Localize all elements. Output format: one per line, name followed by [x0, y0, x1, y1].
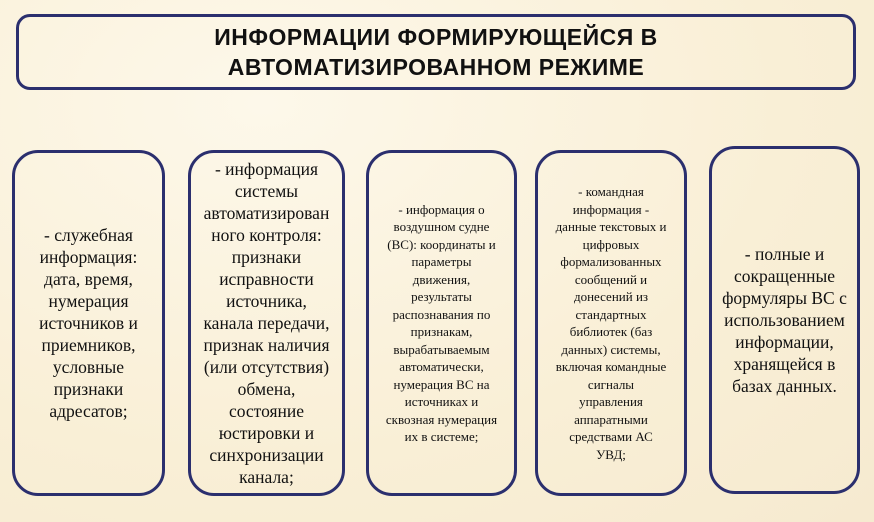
info-card-formulars [709, 146, 860, 494]
info-card-service [12, 150, 165, 496]
card-text-service: - служебная информация: дата, время, нумерация источников и приемников, условные признаки адресатов; [39, 225, 138, 421]
info-card-command [535, 150, 687, 496]
info-card-control-system [188, 150, 345, 496]
card-text-control-system: - информация системы автоматизирован ного контроля: признаки исправности источника, канала передачи, признак наличия (или отсутствия) обмена, состояние юстировки и синхронизации канала; [203, 159, 330, 487]
card-text-command: - командная информация - данные текстовых и цифровых формализованных сообщений и донесений из стандартных библиотек (баз данных) системы, включая командные сигналы управления аппаратными средствами АС УВД; [555, 184, 667, 462]
title-box [16, 14, 856, 90]
card-text-formulars: - полные и сокращенные формуляры ВС с использованием информации, хранящейся в базах данных. [722, 244, 847, 396]
card-text-aircraft: - информация о воздушном судне (ВС): координаты и параметры движения, результаты распознавания по признакам, вырабатываемым автоматически, нумерация ВС на источниках и сквозная нумерация их в системе; [385, 201, 498, 444]
info-card-aircraft [366, 150, 517, 496]
diagram-title: ИНФОРМАЦИИ ФОРМИРУЮЩЕЙСЯ В АВТОМАТИЗИРОВАННОМ РЕЖИМЕ [214, 24, 658, 80]
